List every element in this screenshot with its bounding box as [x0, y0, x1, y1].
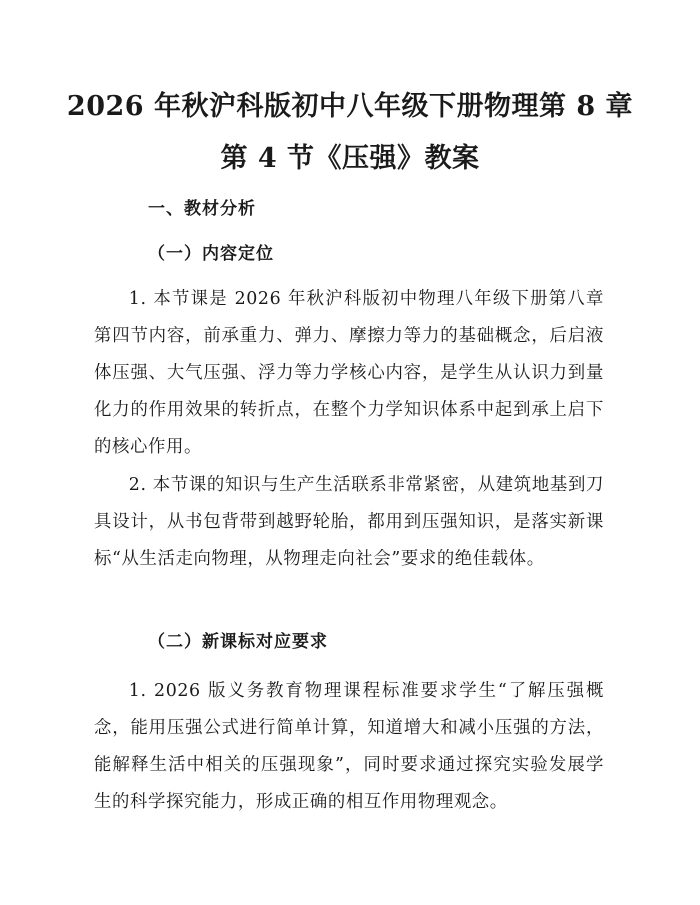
section-heading-textbook-analysis: 一、教材分析 — [148, 199, 256, 219]
paragraph-2: 2. 本节课的知识与生产生活联系非常紧密，从建筑地基到刀具设计，从书包背带到越野轮胎，都用到压强知识，是落实新课标“从生活走向物理，从物理走向社会”要求的绝佳载体。 — [94, 475, 604, 569]
document-title-line-1: 2026 年秋沪科版初中八年级下册物理第 8 章 — [66, 91, 634, 122]
paragraph-3: 1. 2026 版义务教育物理课程标准要求学生“了解压强概念，能用压强公式进行简单计算，知道增大和减小压强的方法，能解释生活中相关的压强现象”，同时要求通过探究实验发展学生的科学探究能力，形成正确的相互作用物理观念。 — [94, 681, 604, 812]
paragraph-1: 1. 本节课是 2026 年秋沪科版初中物理八年级下册第八章第四节内容，前承重力、弹力、摩擦力等力的基础概念，后启液体压强、大气压强、浮力等力学核心内容，是学生从认识力到量化力的作用效果的转折点，在整个力学知识体系中起到承上启下的核心作用。 — [94, 289, 604, 457]
subsection-heading-content-positioning: （一）内容定位 — [148, 244, 274, 264]
document-title-line-2: 第 4 节《压强》教案 — [220, 143, 480, 174]
subsection-heading-curriculum-requirements: （二）新课标对应要求 — [148, 632, 328, 652]
